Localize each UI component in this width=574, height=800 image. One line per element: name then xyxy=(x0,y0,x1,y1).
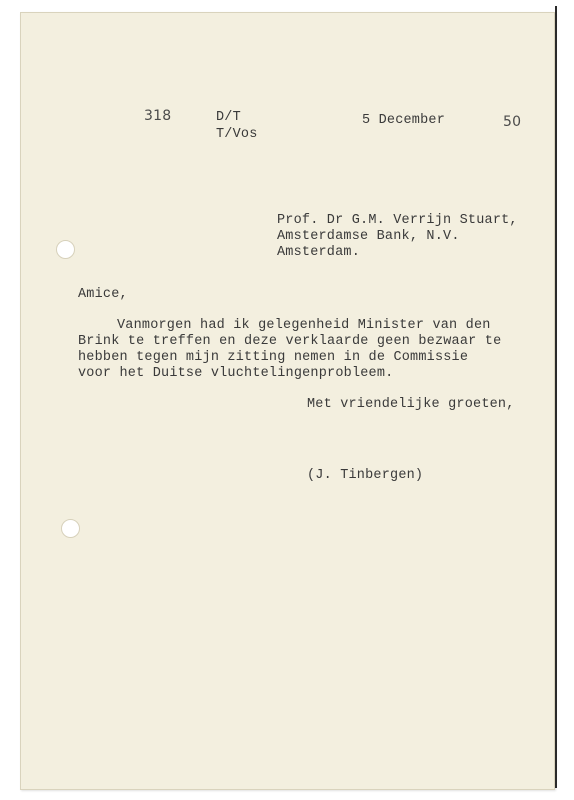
recipient-organization: Amsterdamse Bank, N.V. xyxy=(277,229,460,244)
punch-hole-top xyxy=(56,240,75,259)
reference-typist: T/Vos xyxy=(216,127,258,142)
recipient-city: Amsterdam. xyxy=(277,245,361,260)
letter-date: 5 December xyxy=(362,113,446,128)
page-edge-shadow xyxy=(555,6,557,788)
letter-year: 50 xyxy=(503,114,522,130)
body-line-4: voor het Duitse vluchtelingenprobleem. xyxy=(78,366,394,381)
reference-initials: D/T xyxy=(216,110,241,125)
salutation: Amice, xyxy=(78,287,128,302)
signature: (J. Tinbergen) xyxy=(307,468,424,483)
body-line-3: hebben tegen mijn zitting nemen in de Commissie xyxy=(78,350,469,365)
body-line-2: Brink te treffen en deze verklaarde geen bezwaar te xyxy=(78,334,502,349)
document-number: 318 xyxy=(144,108,172,124)
body-line-1: Vanmorgen had ik gelegenheid Minister van den xyxy=(117,318,491,333)
recipient-name: Prof. Dr G.M. Verrijn Stuart, xyxy=(277,213,518,228)
closing: Met vriendelijke groeten, xyxy=(307,397,515,412)
punch-hole-bottom xyxy=(61,519,80,538)
